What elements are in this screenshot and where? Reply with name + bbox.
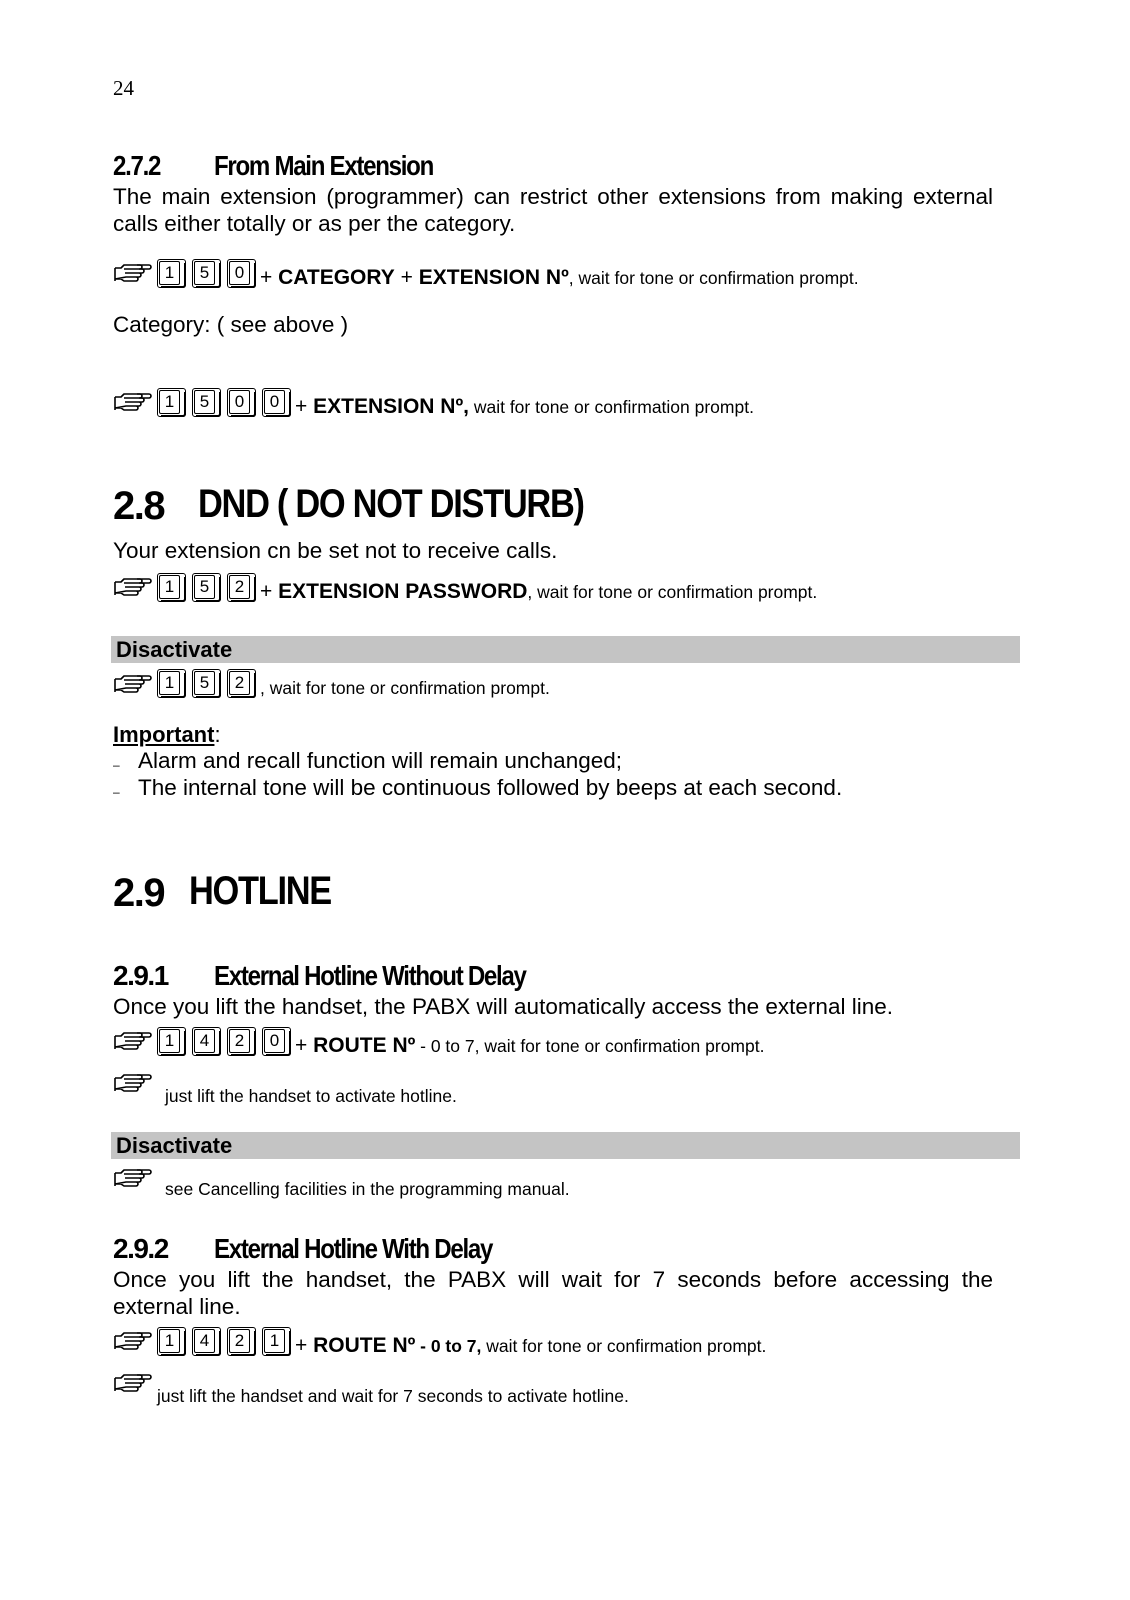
section-bar-disactivate <box>111 636 1020 663</box>
key: 5 <box>192 388 221 417</box>
pointing-hand-icon <box>113 1167 153 1189</box>
heading-number: 2.8 <box>113 484 165 528</box>
pointing-hand-icon <box>113 673 153 695</box>
step-lift-wait <box>113 1372 629 1407</box>
paragraph-main-extension: The main extension (programmer) can restrict other extensions from making external calls either totally or as per the category. <box>113 184 993 236</box>
category-line: Category: ( see above ) <box>113 312 349 337</box>
key-sequence <box>157 669 256 698</box>
key: 1 <box>157 669 186 698</box>
bold-term: EXTENSION Nº <box>418 266 569 289</box>
key: 1 <box>157 388 186 417</box>
key: 2 <box>227 1027 256 1056</box>
bullet-item: Alarm and recall function will remain unchanged; <box>138 748 623 773</box>
bar-label: Disactivate <box>116 1133 233 1158</box>
key-sequence <box>157 1327 291 1356</box>
step-1421 <box>113 1324 766 1358</box>
heading-title: HOTLINE <box>189 869 331 913</box>
key: 0 <box>262 1027 291 1056</box>
pointing-hand-icon <box>113 1372 153 1394</box>
instruction-text: wait for tone or confirmation prompt. <box>481 1336 767 1356</box>
bold-term: CATEGORY <box>278 266 395 289</box>
step-1420 <box>113 1024 764 1058</box>
pointing-hand-icon <box>113 1072 153 1094</box>
step-152-disactivate <box>113 668 550 699</box>
instruction-text: - 0 to 7, wait for tone or confirmation prompt. <box>415 1036 765 1056</box>
key: 2 <box>227 573 256 602</box>
key-sequence <box>157 573 256 602</box>
heading-2-9-2 <box>113 1233 493 1266</box>
key: 5 <box>192 259 221 288</box>
instruction-text: see Cancelling facilities in the programming manual. <box>165 1179 570 1199</box>
key: 2 <box>227 669 256 698</box>
key: 1 <box>157 573 186 602</box>
heading-number: 2.9 <box>113 871 165 915</box>
instruction-text: wait for tone or confirmation prompt. <box>468 397 754 417</box>
key-sequence <box>157 259 256 288</box>
bold-term: - 0 to 7, <box>415 1336 482 1356</box>
plus-sign: + <box>260 580 273 603</box>
step-1500 <box>113 385 754 419</box>
key: 0 <box>227 388 256 417</box>
instruction-text: just lift the handset and wait for 7 seconds to activate hotline. <box>157 1386 629 1406</box>
key: 1 <box>157 259 186 288</box>
heading-2-8 <box>113 482 584 529</box>
heading-2-7-2 <box>113 150 434 183</box>
instruction-text: , wait for tone or confirmation prompt. <box>527 582 818 602</box>
bold-term: ROUTE Nº <box>313 1034 416 1057</box>
heading-title: From Main Extension <box>214 150 434 181</box>
pointing-hand-icon <box>113 576 153 598</box>
heading-number: 2.9.2 <box>113 1233 168 1264</box>
bold-term: EXTENSION PASSWORD <box>278 580 528 603</box>
heading-title: External Hotline Without Delay <box>214 960 526 991</box>
key: 5 <box>192 573 221 602</box>
key: 0 <box>262 388 291 417</box>
key: 0 <box>227 259 256 288</box>
key: 1 <box>157 1327 186 1356</box>
important-label: Important: <box>113 722 221 747</box>
plus-sign: + <box>400 266 413 289</box>
paragraph-hotline-no-delay: Once you lift the handset, the PABX will automatically access the external line. <box>113 994 893 1019</box>
plus-sign: + <box>295 1334 308 1357</box>
heading-number: 2.7.2 <box>113 150 161 181</box>
instruction-text: just lift the handset to activate hotline. <box>165 1086 457 1106</box>
key: 2 <box>227 1327 256 1356</box>
heading-number: 2.9.1 <box>113 960 168 991</box>
bold-term: ROUTE Nº <box>313 1334 416 1357</box>
step-lift-handset <box>113 1072 457 1107</box>
key: 4 <box>192 1027 221 1056</box>
heading-title: DND ( DO NOT DISTURB) <box>198 482 584 526</box>
key: 1 <box>157 1027 186 1056</box>
page-number: 24 <box>113 76 134 100</box>
key: 5 <box>192 669 221 698</box>
pointing-hand-icon <box>113 391 153 413</box>
heading-2-9-1 <box>113 960 526 993</box>
instruction-text: , wait for tone or confirmation prompt. <box>260 678 550 698</box>
bullet-item: The internal tone will be continuous followed by beeps at each second. <box>138 775 843 800</box>
plus-sign: + <box>295 395 308 418</box>
key: 4 <box>192 1327 221 1356</box>
paragraph-hotline-delay: Once you lift the handset, the PABX will wait for 7 seconds before accessing the external line. <box>113 1267 993 1319</box>
key-sequence <box>157 388 291 417</box>
pointing-hand-icon <box>113 1030 153 1052</box>
heading-2-9 <box>113 869 331 916</box>
bullet-dash: – <box>113 785 120 799</box>
paragraph-dnd: Your extension cn be set not to receive calls. <box>113 538 558 563</box>
step-152 <box>113 570 817 604</box>
key: 1 <box>262 1327 291 1356</box>
bar-label: Disactivate <box>116 637 233 662</box>
bold-term: EXTENSION Nº, <box>313 395 469 418</box>
pointing-hand-icon <box>113 1330 153 1352</box>
instruction-text: , wait for tone or confirmation prompt. <box>568 268 859 288</box>
section-bar-disactivate <box>111 1132 1020 1159</box>
plus-sign: + <box>260 266 273 289</box>
heading-title: External Hotline With Delay <box>214 1233 493 1264</box>
pointing-hand-icon <box>113 262 153 284</box>
step-150 <box>113 256 859 290</box>
bullet-dash: – <box>113 758 120 772</box>
step-cancelling <box>113 1167 570 1200</box>
plus-sign: + <box>295 1034 308 1057</box>
key-sequence <box>157 1027 291 1056</box>
